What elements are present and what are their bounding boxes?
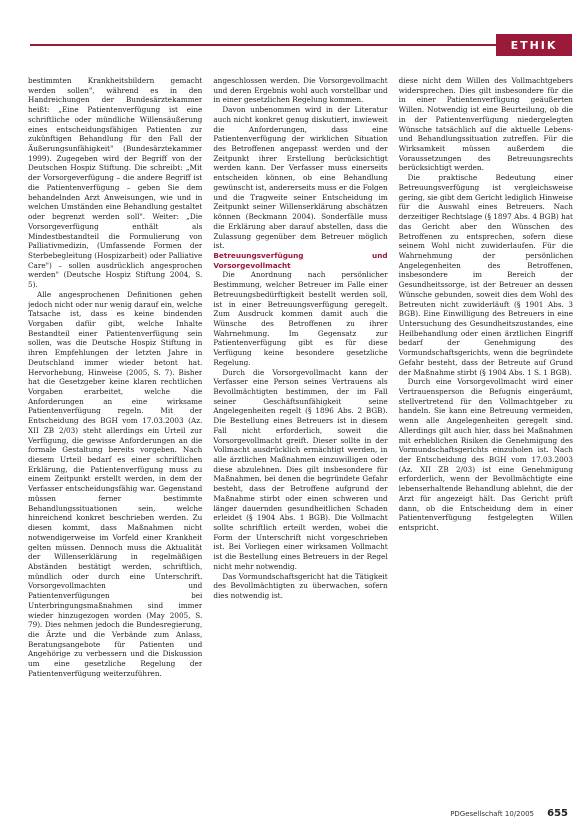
- page-footer: [0, 808, 586, 822]
- paragraph: angeschlossen werden. Die Vorsorgevollmacht und deren Ergebnis wohl auch vorstellbar und in einer gesetzlichen Regelung kommen.: [213, 76, 388, 105]
- paragraph: Das Vormundschaftsgericht hat die Tätigkeit des Bevollmächtigten zu überwachen, sofern dies notwendig ist.: [213, 571, 388, 601]
- paragraph: Durch die Vorsorgevollmacht kann der Verfasser eine Person seines Vertrauens als Bevollmächtigten bestimmen, der im Fall seiner Geschäftsunfähigkeit seine Angelegenheiten regelt (§ 1896 Abs. 2 BGB). Die Bestellung eines Betreuers ist in diesem Fall nicht erforderlich, soweit die Vorsorgevollmacht greift. Dieser sollte in der Vollmacht ausdrücklich ermächtigt werden, in alle ärztlichen Maßnahmen einzuwilligen oder diese abzulehnen. Dies gilt insbesondere für Maßnahmen, bei denen die begründete Gefahr besteht, dass der Betroffene aufgrund der Maßnahme stirbt oder einen schweren und länger dauernden gesundheitlichen Schaden erleidet (§ 1904 Abs. 1 BGB). Die Vollmacht sollte schriftlich erteilt werden, wobei die Form der Unterschrift nicht vorgeschrieben ist. Bei Vorliegen einer wirksamen Vollmacht ist die Bestellung eines Betreuers in der Regel nicht mehr notwendig.: [213, 367, 388, 571]
- paragraph: Die praktische Bedeutung einer Betreuungsverfügung ist vergleichsweise gering, sie gibt dem Gericht lediglich Hinweise für die Auswahl eines Betreuers. Nach derzeitiger Rechtslage (§ 1897 Abs. 4 BGB) hat das Gericht aber den Wünschen des Betroffenen zu entsprechen, sofern diese seinem Wohl nicht zuwiderlaufen. Für die Wahrnehmung der persönlichen Angelegenheiten des Betroffenen, insbesondere im Bereich der Gesundheitssorge, ist der Betreuer an dessen Wünsche gebunden, soweit dies dem Wohl des Betreuten nicht zuwiderläuft (§ 1901 Abs. 3 BGB). Eine Einwilligung des Betreuers in eine Untersuchung des Gesundheitszustandes, eine Heilbehandlung oder einen ärztlichen Eingriff bedarf der Genehmigung des Vormundschaftsgerichts, wenn die begründete Gefahr besteht, dass der Betreute auf Grund der Maßnahme stirbt (§ 1904 Abs. 1 S. 1 BGB).: [398, 173, 573, 377]
- column-2: [213, 76, 387, 798]
- paragraph: Alle angesprochenen Definitionen gehen jedoch nicht oder nur wenig darauf ein, welche Tatsache ist, dass es keine bindenden Vorgaben dafür gibt, welche Inhalte Bestandteil einer Patientenverfügung sein sollen, was die Deutsche Hospiz Stiftung in ihren Empfehlungen der letzten Jahre in Deutschland immer wieder betont hat. Hervorhebung, Hinweise (2005, S. 7). Bisher hat die Gesetzgeber keine klaren rechtlichen Vorgaben erarbeitet, welche die Anforderungen an eine wirksame Patientenverfügung regeln. Mit der Entscheidung des BGH vom 17.03.2003 (Az. XII ZB 2/03) steht allerdings ein Urteil zur Verfügung, die gewisse Anforderungen an die formale Gestaltung bereits vorgeben. Nach diesem Urteil bedarf es einer schriftlichen Erklärung, die Patientenverfügung muss zu einem Zeitpunkt erstellt werden, in dem der Verfasser entscheidungsfähig war. Gegenstand müssen ferner bestimmte Behandlungssituationen sein, welche hinreichend konkret beschrieben werden. Zu diesen kommt, dass Maßnahmen nicht notwendigerweise im Vorfeld einer Krankheit gelten müssen. Dennoch muss die Aktualität der Willenserklärung in regelmäßigen Abständen bestätigt werden, schriftlich, mündlich oder durch eine Unterschrift. Vorsorgevollmachten und Patientenverfügungen bei Unterbringungsmaßnahmen sind immer wieder hinzugezogen worden (May 2005, S. 79). Dies nehmen jedoch die Bundesregierung, die Ärzte und die Verbände zum Anlass, Beratungsangebote für Patienten und Angehörige zu verbessern und die Diskussion um eine gesetzliche Regelung der Patientenverfügung weiterzuführen.: [28, 289, 203, 678]
- paragraph: Davon unbenommen wird in der Literatur auch nicht konkret genug diskutiert, inwieweit die Anforderungen, dass eine Patientenverfügung der wirklichen Situation des Betroffenen angepasst werden und der Zeitpunkt ihrer Erstellung berücksichtigt werden kann. Der Verfasser muss einerseits entscheiden können, ob eine Behandlung gewünscht ist, andererseits muss er die Folgen und die Tragweite seiner Entscheidung im Zeitpunkt seiner Willenserklärung abschätzen können (Beckmann 2004). Sonderfälle muss die Erklärung aber darauf abstellen, dass die Zulassung gegenüber dem Betreuer möglich ist.: [213, 105, 388, 251]
- article-body: [28, 76, 573, 798]
- paragraph: bestimmten Krankheitsbildern gemacht werden sollen", während es in den Handreichungen der Bundesärztekammer heißt: „Eine Patientenverfügung ist eine schriftliche oder mündliche Willensäußerung eines entscheidungsfähigen Patienten zur zukünftigen Behandlung für den Fall der Äußerungsunfähigkeit" (Bundesärztekammer 1999). Zugegeben wird der Begriff von der Deutschen Hospiz Stiftung. Die schreibt: „Mit der Vorsorgeverfügung – die andere Begriff ist die Patientenverfügung – geben Sie dem behandelnden Arzt Anweisungen, wie und in welchen Umständen eine Behandlung gestaltet oder begrenzt werden soll". Weiter: „Die Vorsorgeverfügung enthält als Mindestbestandteil die Formulierung von Palliativmedizin, (Umfassende Formen der Sterbebegleitung (Hospizarbeit) oder Palliative Care") – sollen ausdrücklich angesprochen werden" (Deutsche Hospiz Stiftung 2004, S. 5).: [28, 76, 203, 290]
- page-number: 655: [547, 808, 568, 819]
- paragraph: Durch eine Vorsorgevollmacht wird einer Vertrauensperson die Befugnis eingeräumt, stellvertretend für den Vollmachtgeber zu handeln. Sie kann eine Betreuung vermeiden, wenn alle Angelegenheiten geregelt sind. Allerdings gilt auch hier, dass bei Maßnahmen mit erheblichen Risiken die Genehmigung des Vormundschaftsgerichts einzuholen ist. Nach der Entscheidung des BGH vom 17.03.2003 (Az. XII ZB 2/03) ist eine Genehmigung erforderlich, wenn der Bevollmächtigte eine lebenserhaltende Behandlung ablehnt, die der Arzt für angezeigt hält. Das Gericht prüft dann, ob die Entscheidung dem in einer Patientenverfügung festgelegten Willen entspricht.: [398, 377, 573, 533]
- paragraph: diese nicht dem Willen des Vollmachtgebers widersprechen. Dies gilt insbesondere für die in einer Patientenverfügung geäußerten Willen. Notwendig ist eine Beurteilung, ob die in der Patientenverfügung niedergelegten Wünsche tatsächlich auf die aktuelle Lebens- und Behandlungssituation zutreffen. Für die Wirksamkeit müssen außerdem die Voraussetzungen des Betreuungsrechts berücksichtigt werden.: [398, 76, 573, 173]
- column-3: [399, 76, 573, 798]
- header-rule: [30, 44, 570, 46]
- paragraph: Die Anordnung nach persönlicher Bestimmung, welcher Betreuer im Falle einer Betreuungsbedürftigkeit bestellt werden soll, ist in einer Betreuungsverfügung geregelt. Zum Ausdruck kommen damit auch die Wünsche des Betroffenen zu ihrer Wahrnehmung. Im Gegensatz zur Patientenverfügung gibt es für diese Verfügung keine besondere gesetzliche Regelung.: [213, 270, 388, 367]
- section-tab: ETHIK: [496, 34, 572, 56]
- section-header: [0, 34, 586, 56]
- journal-name: PDGesellschaft 10/2005: [450, 810, 534, 818]
- section-heading: Betreuungsverfügung und Vorsorgevollmacht: [213, 250, 388, 270]
- column-1: [28, 76, 202, 798]
